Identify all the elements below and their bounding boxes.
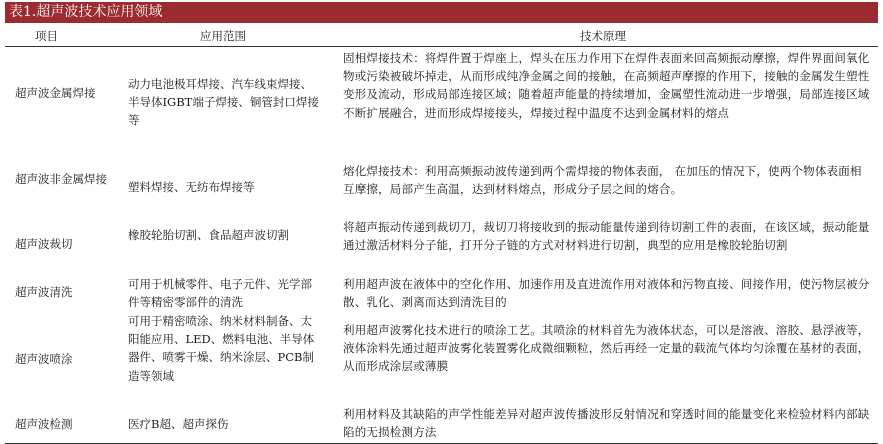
- row-item: 超声波金属焊接: [15, 86, 96, 100]
- table-row: [5, 275, 878, 315]
- row-principle: 熔化焊接技术：利用高频振动波传递到两个需焊接的物体表面， 在加压的情况下，使两个物体表面相互摩擦，局部产生高温，达到材料熔点，形成分子层之间的熔合。: [343, 164, 862, 197]
- row-item: 超声波裁切: [15, 237, 73, 251]
- row-scope: 可用于精密喷涂、纳米材料制备、太阳能应用、LED、燃料电池、半导体器件、喷雾干燥、纳米涂层、PCB制造等领域: [128, 314, 315, 383]
- table-row: [5, 218, 878, 274]
- row-scope: 医疗B超、超声探伤: [128, 417, 229, 431]
- header-item: 项目: [35, 29, 58, 43]
- row-item: 超声波检测: [15, 417, 73, 431]
- row-scope: 可用于机械零件、电子元件、光学部件等精密零部件的清洗: [128, 277, 312, 310]
- row-principle: 利用超声波在液体中的空化作用、加速作用及直进流作用对液体和污物直接、间接作用，使污物层被分散、乳化、剥离而达到清洗目的: [343, 277, 870, 310]
- row-scope: 动力电池极耳焊接、汽车线束焊接、半导体IGBT端子焊接、铜管封口焊接等: [128, 77, 319, 128]
- row-item: 超声波非金属焊接: [15, 172, 107, 186]
- header-scope: 应用范围: [200, 29, 246, 43]
- row-item: 超声波喷涂: [15, 352, 73, 366]
- table-row: [5, 312, 878, 404]
- row-item: 超声波清洗: [15, 285, 73, 299]
- row-scope: 橡胶轮胎切割、食品超声波切割: [128, 228, 289, 242]
- row-principle: 将超声振动传递到裁切刀，裁切刀将接收到的振动能量传递到待切割工件的表面，在该区域，振动能量通过激活材料分子能，打开分子链的方式对材料进行切割，典型的应用是橡胶轮胎切割: [343, 220, 870, 253]
- row-principle: 利用材料及其缺陷的声学性能差异对超声波传播波形反射情况和穿透时间的能量变化来检验材料内部缺陷的无损检测方法: [343, 407, 870, 440]
- table-title: 表1.超声波技术应用领域: [5, 2, 878, 23]
- header-principle: 技术原理: [580, 29, 626, 43]
- row-principle: 固相焊接技术：将焊件置于焊座上，焊头在压力作用下在焊件表面来回高频振动摩擦，焊件界面间氧化物或污染被破坏掉走，从而形成纯净金属之间的接触，在高频超声摩擦的作用下，接触的金属发生塑性变形及流动，形成局部连接区域；随着超声能量的持续增加，金属塑性流动进一步增强，局部连接区域不断扩展融合，进而形成焊接接头，焊接过程中温度不达到金属材料的熔点: [343, 51, 870, 120]
- row-scope: 塑料焊接、无纺布焊接等: [128, 180, 255, 194]
- table-header: [5, 25, 878, 47]
- table-row: [5, 405, 878, 443]
- table-row: [5, 49, 878, 157]
- row-principle: 利用超声波雾化技术进行的喷涂工艺。其喷涂的材料首先为液体状态，可以是溶液、溶胶、悬浮液等，液体涂料先通过超声波雾化装置雾化成微细颗粒，然后再经一定量的载流气体均匀涂覆在基材的表面，从而形成涂层或薄膜: [343, 323, 870, 374]
- table-row: [5, 160, 878, 216]
